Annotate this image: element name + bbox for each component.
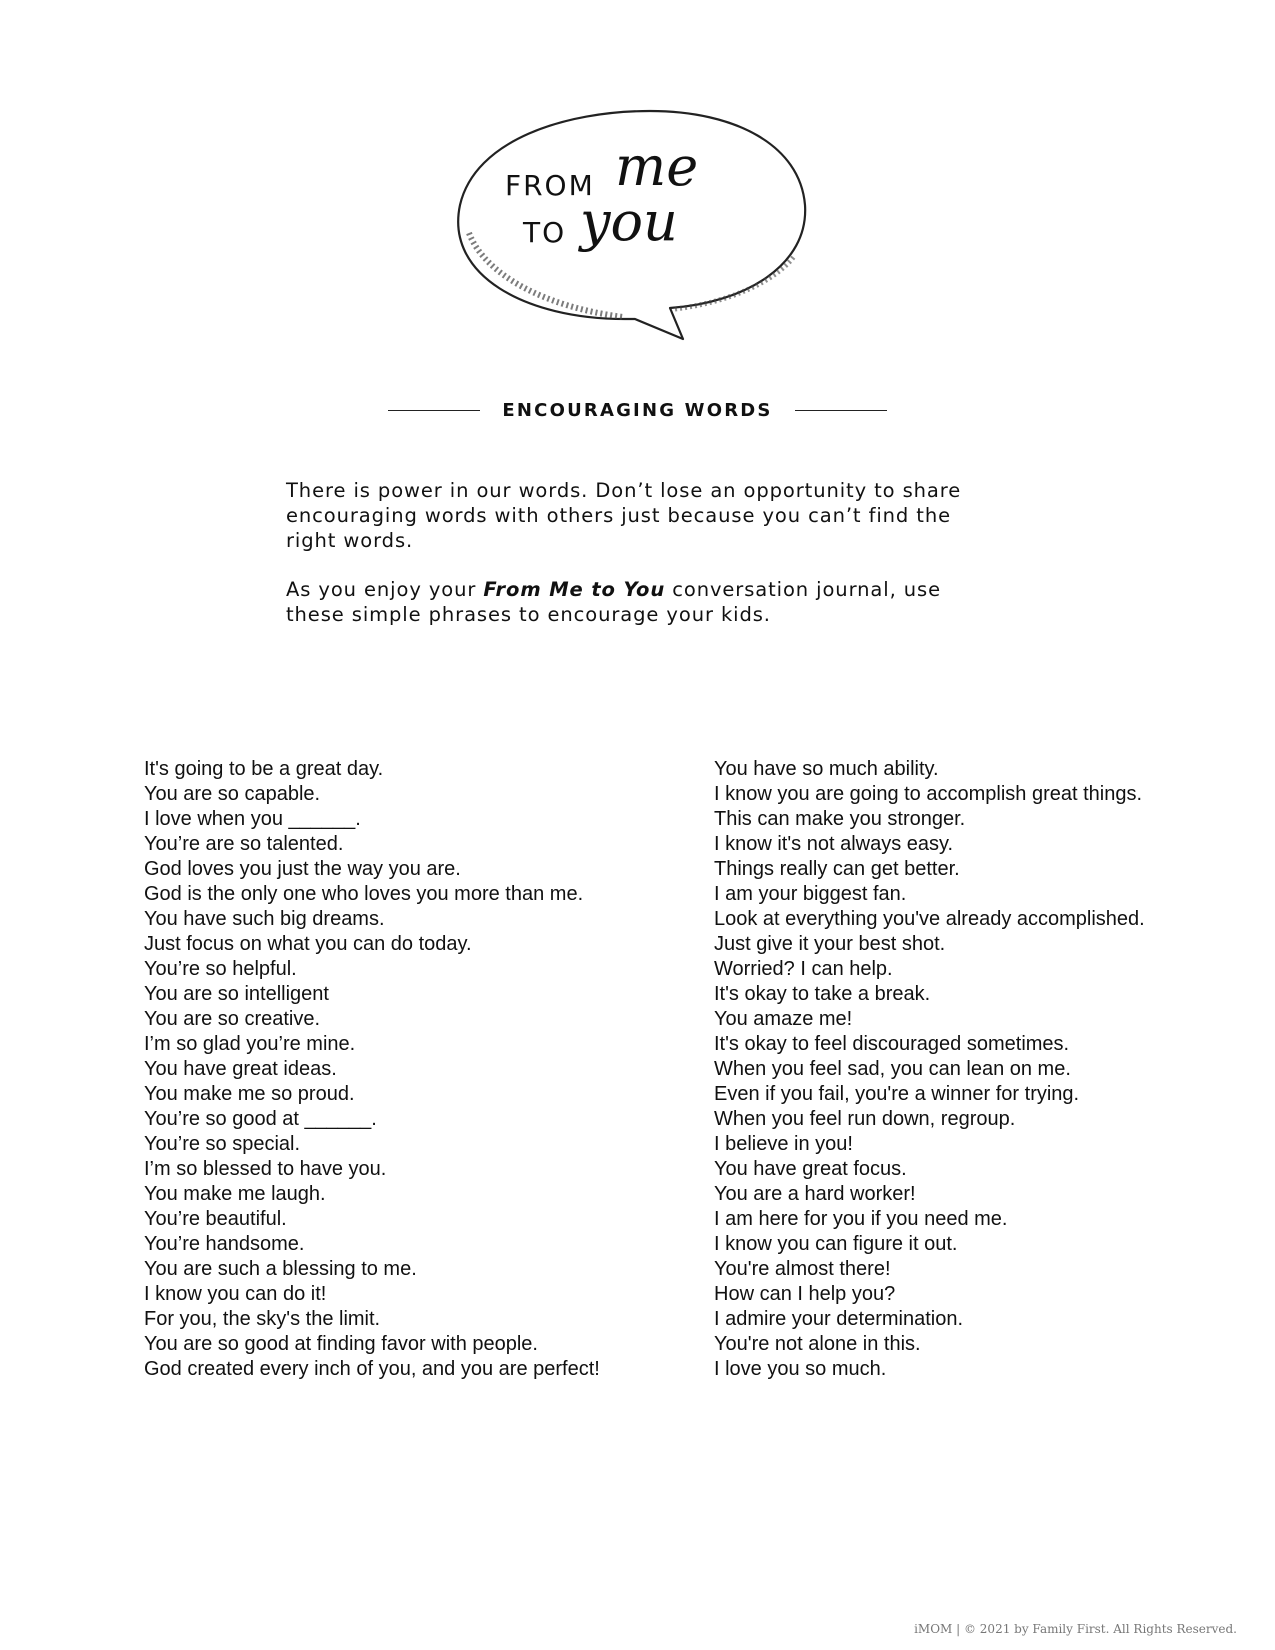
phrase-item: When you feel sad, you can lean on me. — [714, 1058, 1071, 1080]
phrase-item: I admire your determination. — [714, 1308, 964, 1330]
phrase-item: I am here for you if you need me. — [714, 1208, 1008, 1230]
phrase-item: You are a hard worker! — [714, 1183, 916, 1205]
intro-text — [286, 478, 1006, 627]
phrase-item: You’re so helpful. — [144, 958, 297, 980]
phrase-item: I’m so blessed to have you. — [144, 1158, 387, 1180]
phrase-item: I know you are going to accomplish great things. — [714, 783, 1143, 805]
phrase-item: God is the only one who loves you more than me. — [144, 883, 584, 905]
intro-paragraph-2-end: conversation journal, use these simple phrases to encourage your kids. — [286, 578, 941, 626]
phrase-item: God created every inch of you, and you are perfect! — [144, 1358, 600, 1380]
phrase-item: You amaze me! — [714, 1008, 853, 1030]
intro-paragraph-2 — [286, 577, 1006, 627]
phrase-item: You are so creative. — [144, 1008, 321, 1030]
from-me-to-you-logo — [455, 105, 815, 363]
phrase-item: You have so much ability. — [714, 758, 939, 780]
phrase-item: You are so capable. — [144, 783, 321, 805]
phrase-item: You make me so proud. — [144, 1083, 355, 1105]
phrase-item: Look at everything you've already accomplished. — [714, 908, 1145, 930]
phrase-item: God loves you just the way you are. — [144, 858, 461, 880]
journal-title: From Me to You — [483, 578, 666, 601]
intro-paragraph-1: There is power in our words. Don’t lose an opportunity to share encouraging words with others just because you can’t find the right words. — [286, 479, 962, 552]
phrase-item: You are so intelligent — [144, 983, 329, 1005]
phrase-item: You're not alone in this. — [714, 1333, 921, 1355]
phrase-item: You’re are so talented. — [144, 833, 344, 855]
speech-bubble-icon — [455, 105, 815, 363]
phrase-item: Things really can get better. — [714, 858, 960, 880]
phrase-item: Just focus on what you can do today. — [144, 933, 472, 955]
phrase-item: I believe in you! — [714, 1133, 853, 1155]
phrase-item: This can make you stronger. — [714, 808, 966, 830]
section-title: ENCOURAGING WORDS — [502, 400, 773, 421]
phrase-item: Just give it your best shot. — [714, 933, 946, 955]
phrase-item: I know you can do it! — [144, 1283, 327, 1305]
phrase-item: Even if you fail, you're a winner for trying. — [714, 1083, 1080, 1105]
phrase-item: I know you can figure it out. — [714, 1233, 958, 1255]
section-heading — [0, 400, 1275, 421]
phrase-list-left — [144, 757, 600, 1382]
phrase-item: When you feel run down, regroup. — [714, 1108, 1016, 1130]
logo-me-script: me — [615, 135, 699, 198]
heading-rule-right — [795, 410, 887, 411]
phrase-item: You’re beautiful. — [144, 1208, 287, 1230]
phrase-item: You’re handsome. — [144, 1233, 305, 1255]
phrase-item: You have great ideas. — [144, 1058, 337, 1080]
phrase-item: I’m so glad you’re mine. — [144, 1033, 356, 1055]
phrase-item: How can I help you? — [714, 1283, 896, 1305]
phrase-item: I am your biggest fan. — [714, 883, 907, 905]
phrase-item: It's okay to feel discouraged sometimes. — [714, 1033, 1070, 1055]
phrase-item: It's going to be a great day. — [144, 758, 384, 780]
phrase-item: It's okay to take a break. — [714, 983, 931, 1005]
phrase-item: You have great focus. — [714, 1158, 907, 1180]
phrase-item: You’re so good at ______. — [144, 1108, 377, 1130]
phrase-item: For you, the sky's the limit. — [144, 1308, 381, 1330]
phrase-item: You are such a blessing to me. — [144, 1258, 417, 1280]
phrase-item: I love when you ______. — [144, 808, 361, 830]
phrase-item: I know it's not always easy. — [714, 833, 954, 855]
phrase-list-right — [714, 757, 1145, 1382]
footer-copyright: iMOM | © 2021 by Family First. All Rights Reserved. — [914, 1622, 1237, 1636]
phrase-item: You're almost there! — [714, 1258, 891, 1280]
logo-from-text: FROM — [505, 169, 595, 202]
heading-rule-left — [388, 410, 480, 411]
logo-to-text: TO — [523, 216, 567, 249]
phrase-item: I love you so much. — [714, 1358, 887, 1380]
phrase-item: You are so good at finding favor with people. — [144, 1333, 538, 1355]
logo-you-script: you — [580, 190, 678, 253]
phrase-item: You’re so special. — [144, 1133, 301, 1155]
intro-paragraph-2-start: As you enjoy your — [286, 578, 484, 601]
phrase-item: You have such big dreams. — [144, 908, 385, 930]
phrase-item: You make me laugh. — [144, 1183, 326, 1205]
phrase-item: Worried? I can help. — [714, 958, 893, 980]
